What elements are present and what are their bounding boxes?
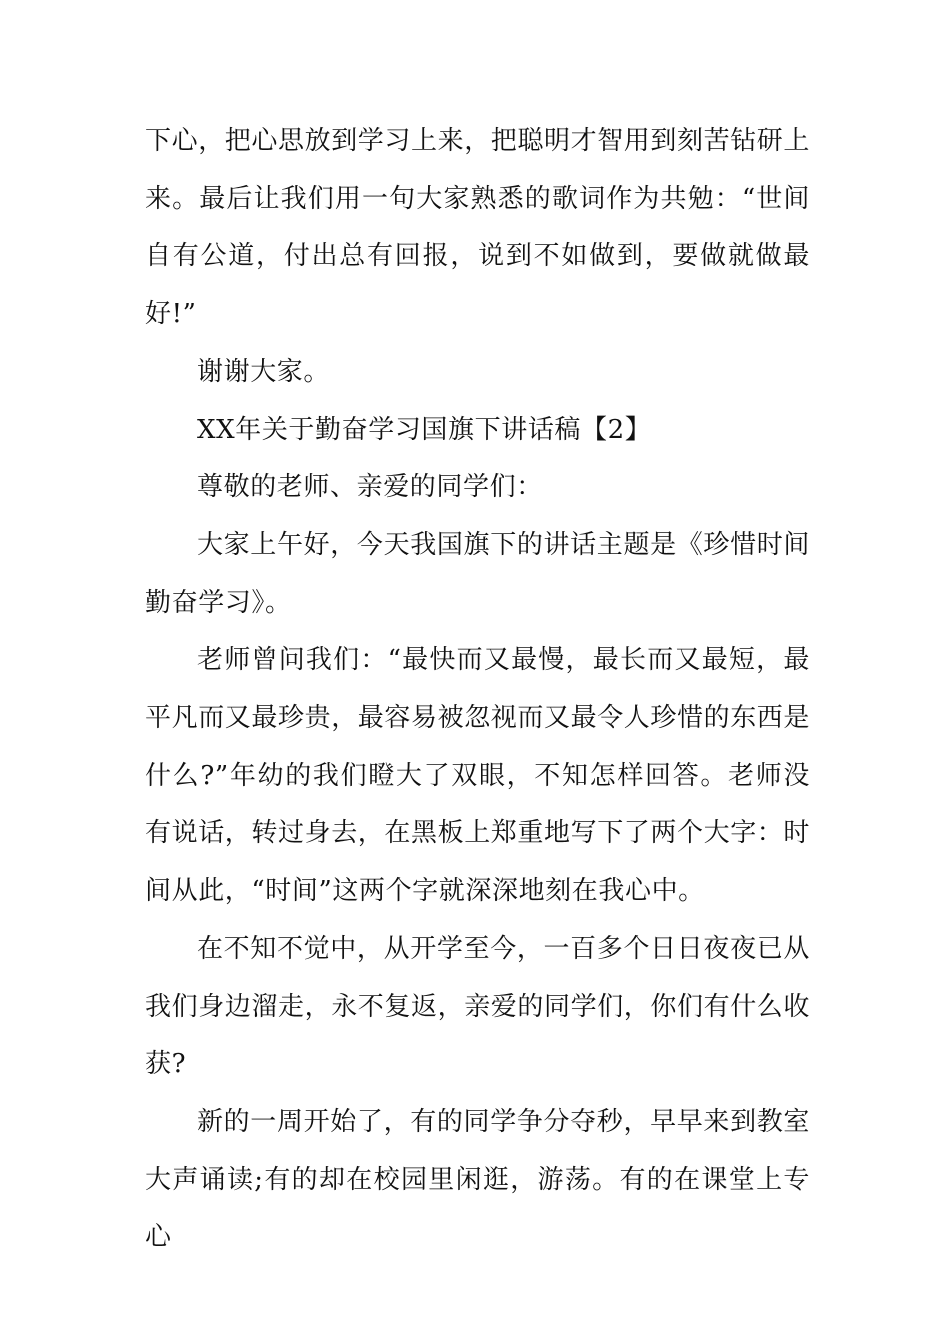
speech-title: XX年关于勤奋学习国旗下讲话稿【2】 xyxy=(197,414,652,445)
paragraph-topic: 大家上午好，今天我国旗下的讲话主题是《珍惜时间勤奋学习》。 xyxy=(145,529,810,618)
document-body xyxy=(145,113,810,1267)
paragraph-new-week: 新的一周开始了，有的同学争分夺秒，早早来到教室大声诵读;有的却在校园里闲逛，游荡。有的在课堂上专心 xyxy=(145,1106,810,1253)
paragraph-teacher-question: 老师曾问我们：“最快而又最慢，最长而又最短，最平凡而又最珍贵，最容易被忽视而又最令人珍惜的东西是什么?”年幼的我们瞪大了双眼，不知怎样回答。老师没有说话，转过身去，在黑板上郑重地写下了两个大字：时间从此，“时间”这两个字就深深地刻在我心中。 xyxy=(145,645,811,907)
paragraph-thanks: 谢谢大家。 xyxy=(197,356,331,387)
paragraph-continuation: 下心，把心思放到学习上来，把聪明才智用到刻苦钻研上来。最后让我们用一句大家熟悉的歌词作为共勉：“世间自有公道，付出总有回报，说到不如做到，要做就做最好!” xyxy=(145,126,811,330)
paragraph-greeting: 尊敬的老师、亲爱的同学们： xyxy=(197,472,543,503)
paragraph-time-passing: 在不知不觉中，从开学至今，一百多个日日夜夜已从我们身边溜走，永不复返，亲爱的同学们，你们有什么收获? xyxy=(145,933,811,1080)
